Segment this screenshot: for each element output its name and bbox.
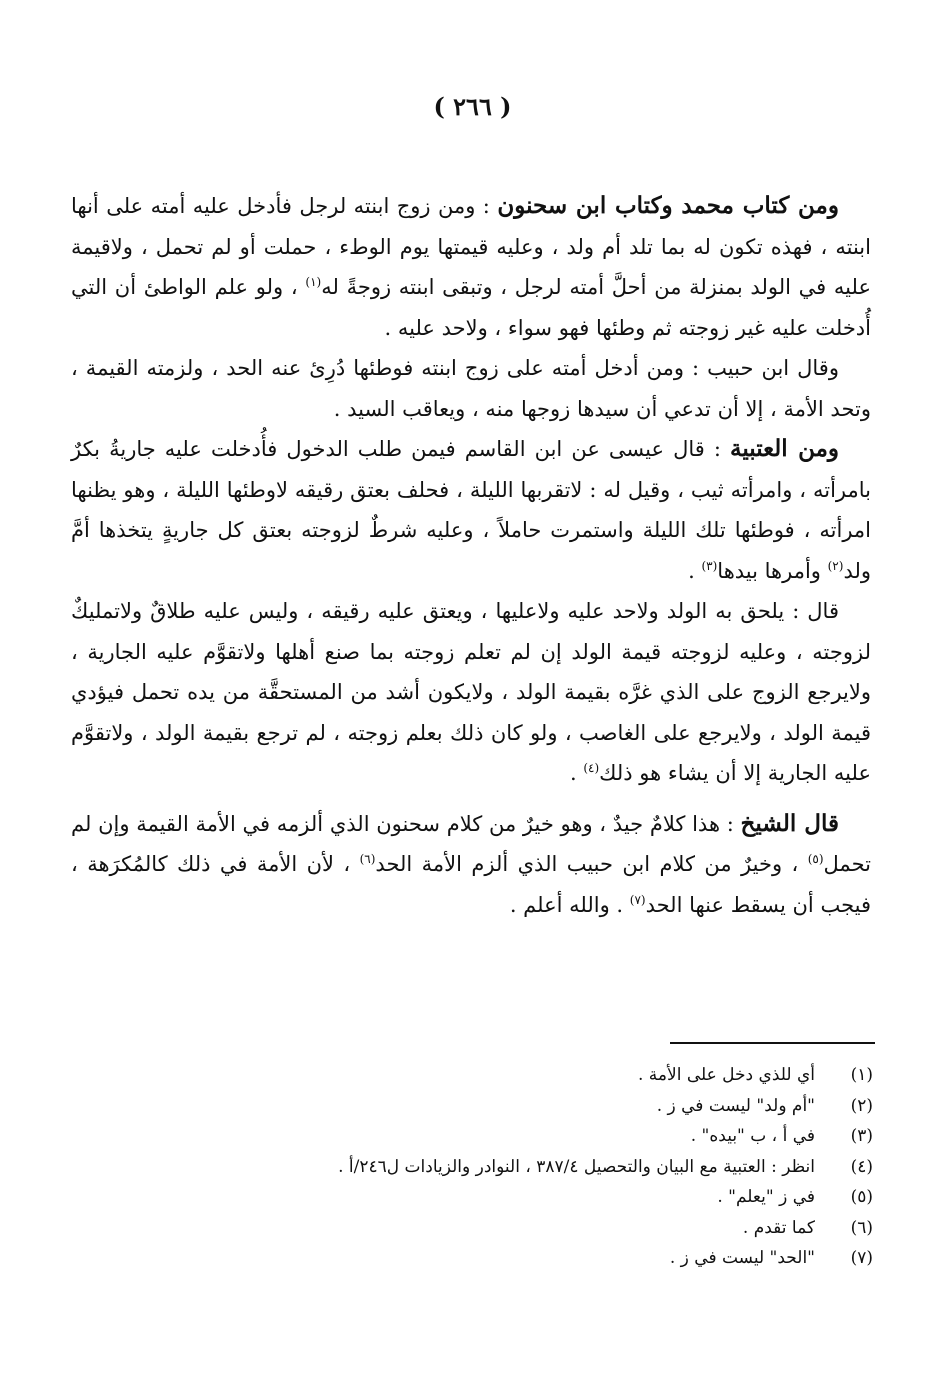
footnote-ref: (٦) xyxy=(359,852,376,866)
footnote-number: (١) xyxy=(850,1065,873,1085)
footnote-number: (٤) xyxy=(850,1156,873,1177)
footnote-number: (٧) xyxy=(850,1248,873,1268)
footnote-ref: (٢) xyxy=(827,558,844,573)
paragraph-lead: ومن كتاب محمد وكتاب ابن سحنون xyxy=(497,192,839,219)
paragraph-text: : قال عيسى عن ابن القاسم فيمن طلب الدخول فأُدخلت عليه جاريةُ بكرٌ بامرأته ، وامرأته ثيب ، وقيل له : لاتقربها الليلة ، فحلف بعتق رقيقه لاوطئها الليلة ، وهو يظنها امرأته ، فوطئها تلك الليلة واستمرت حاملاً ، وعليه شرطٌ لزوجته بعتق كل جاريةٍ يتخذها أمَّ ولد xyxy=(71,437,871,583)
paragraph-text: . xyxy=(688,558,702,583)
paragraph-text: وأمرها بيدها xyxy=(717,558,828,583)
main-text xyxy=(71,186,871,925)
footnote-text: انظر : العتبية مع البيان والتحصيل ٣٨٧/٤ ، النوادر والزيادات ل٢٤٦/أ . xyxy=(338,1156,815,1177)
footnote-item xyxy=(73,1121,873,1152)
paragraph-text: ، وخيرٌ من كلام ابن حبيب الذي ألزم الأمة الحد xyxy=(375,852,808,876)
footnote-ref: (٧) xyxy=(629,892,646,907)
paragraph xyxy=(71,186,871,348)
footnote-ref: (١) xyxy=(305,275,322,289)
footnote-number: (٥) xyxy=(850,1187,873,1207)
paragraph-text: . والله أعلم . xyxy=(509,892,630,917)
footnote-item xyxy=(73,1182,873,1213)
footnote-number: (٦) xyxy=(850,1217,873,1238)
paragraph xyxy=(71,591,871,794)
paragraph-text: ، لأن الأمة في ذلك كالمُكرَهة ، فيجب أن يسقط عنها الحد xyxy=(71,852,871,917)
paragraph-text: قال : يلحق به الولد ولاحد عليه ولاعليها ، ويعتق عليه رقيقه ، وليس عليه طلاقٌ ولاتمليكٌ لزوجته ، وعليه لزوجته قيمة الولد إن لم تعلم زوجته بما صنع أهلها ولاتقوَّم عليه الجارية ، ولايرجع الزوج على الذي غرَّه بقيمة الولد ، ولايكون أشد من المستحقَّة من يده تحمل فيؤدي قيمة الولد ، ولايرجع على الغاصب ، ولو كان ذلك بعلم زوجته ، لم ترجع بقيمة الولد ، ولاتقوَّم عليه الجارية إلا أن يشاء هو ذلك xyxy=(71,599,871,785)
footnote-text: في ز "يعلم" . xyxy=(717,1187,815,1207)
paragraph-text: وقال ابن حبيب : ومن أدخل أمته على زوج ابنته فوطئها دُرِئ عنه الحد ، ولزمته القيمة ، وتحد الأمة ، إلا أن تدعي أن سيدها زوجها منه ، ويعاقب السيد . xyxy=(71,356,871,421)
paragraph xyxy=(71,804,871,926)
paragraph-text: ، ولو علم الواطئ أن التي أُدخلت عليه غير زوجته ثم وطئها فهو سواء ، ولاحد عليه . xyxy=(71,275,871,340)
footnote-ref: (٥) xyxy=(807,852,824,866)
footnote-item xyxy=(73,1152,873,1183)
footnote-text: "أم ولد" ليست في ز . xyxy=(656,1095,815,1116)
footnote-text: "الحد" ليست في ز . xyxy=(669,1248,815,1268)
footnote-item xyxy=(73,1091,873,1122)
footnote-ref: (٤) xyxy=(583,761,600,775)
footnote-number: (٣) xyxy=(850,1126,873,1146)
paragraph-text: : هذا كلامٌ جيدٌ ، وهو خيرٌ من كلام سحنون الذي ألزمه في الأمة القيمة وإن لم تحمل xyxy=(71,811,871,876)
footnotes xyxy=(73,1060,873,1274)
footnote-text: أي للذي دخل على الأمة . xyxy=(637,1065,815,1085)
footnote-number: (٢) xyxy=(850,1095,873,1116)
footnote-text: كما تقدم . xyxy=(742,1217,815,1238)
footnote-separator xyxy=(670,1042,875,1044)
footnote-item xyxy=(73,1243,873,1274)
paragraph-lead: قال الشيخ xyxy=(740,809,839,837)
paragraph-lead: ومن العتبية xyxy=(730,435,839,462)
footnote-item xyxy=(73,1213,873,1244)
paragraph-text: . xyxy=(569,761,584,785)
paragraph xyxy=(71,348,871,429)
footnote-ref: (٣) xyxy=(701,558,718,573)
paragraph-text: : ومن زوج ابنته لرجل فأدخل عليه أمته على أنها ابنته ، فهذه تكون له بما تلد أم ولد ، وعليه قيمتها يوم الوطء ، حملت أو لم تحمل ، ولاقيمة عليه في الولد بمنزلة من أحلَّ أمته لرجل ، وتبقى ابنته زوجةً له xyxy=(71,194,871,299)
page-number: ( ٢٦٦ ) xyxy=(433,92,512,121)
footnote-text: في أ ، ب "بيده" . xyxy=(690,1126,815,1146)
paragraph xyxy=(71,429,871,591)
footnote-item xyxy=(73,1060,873,1091)
